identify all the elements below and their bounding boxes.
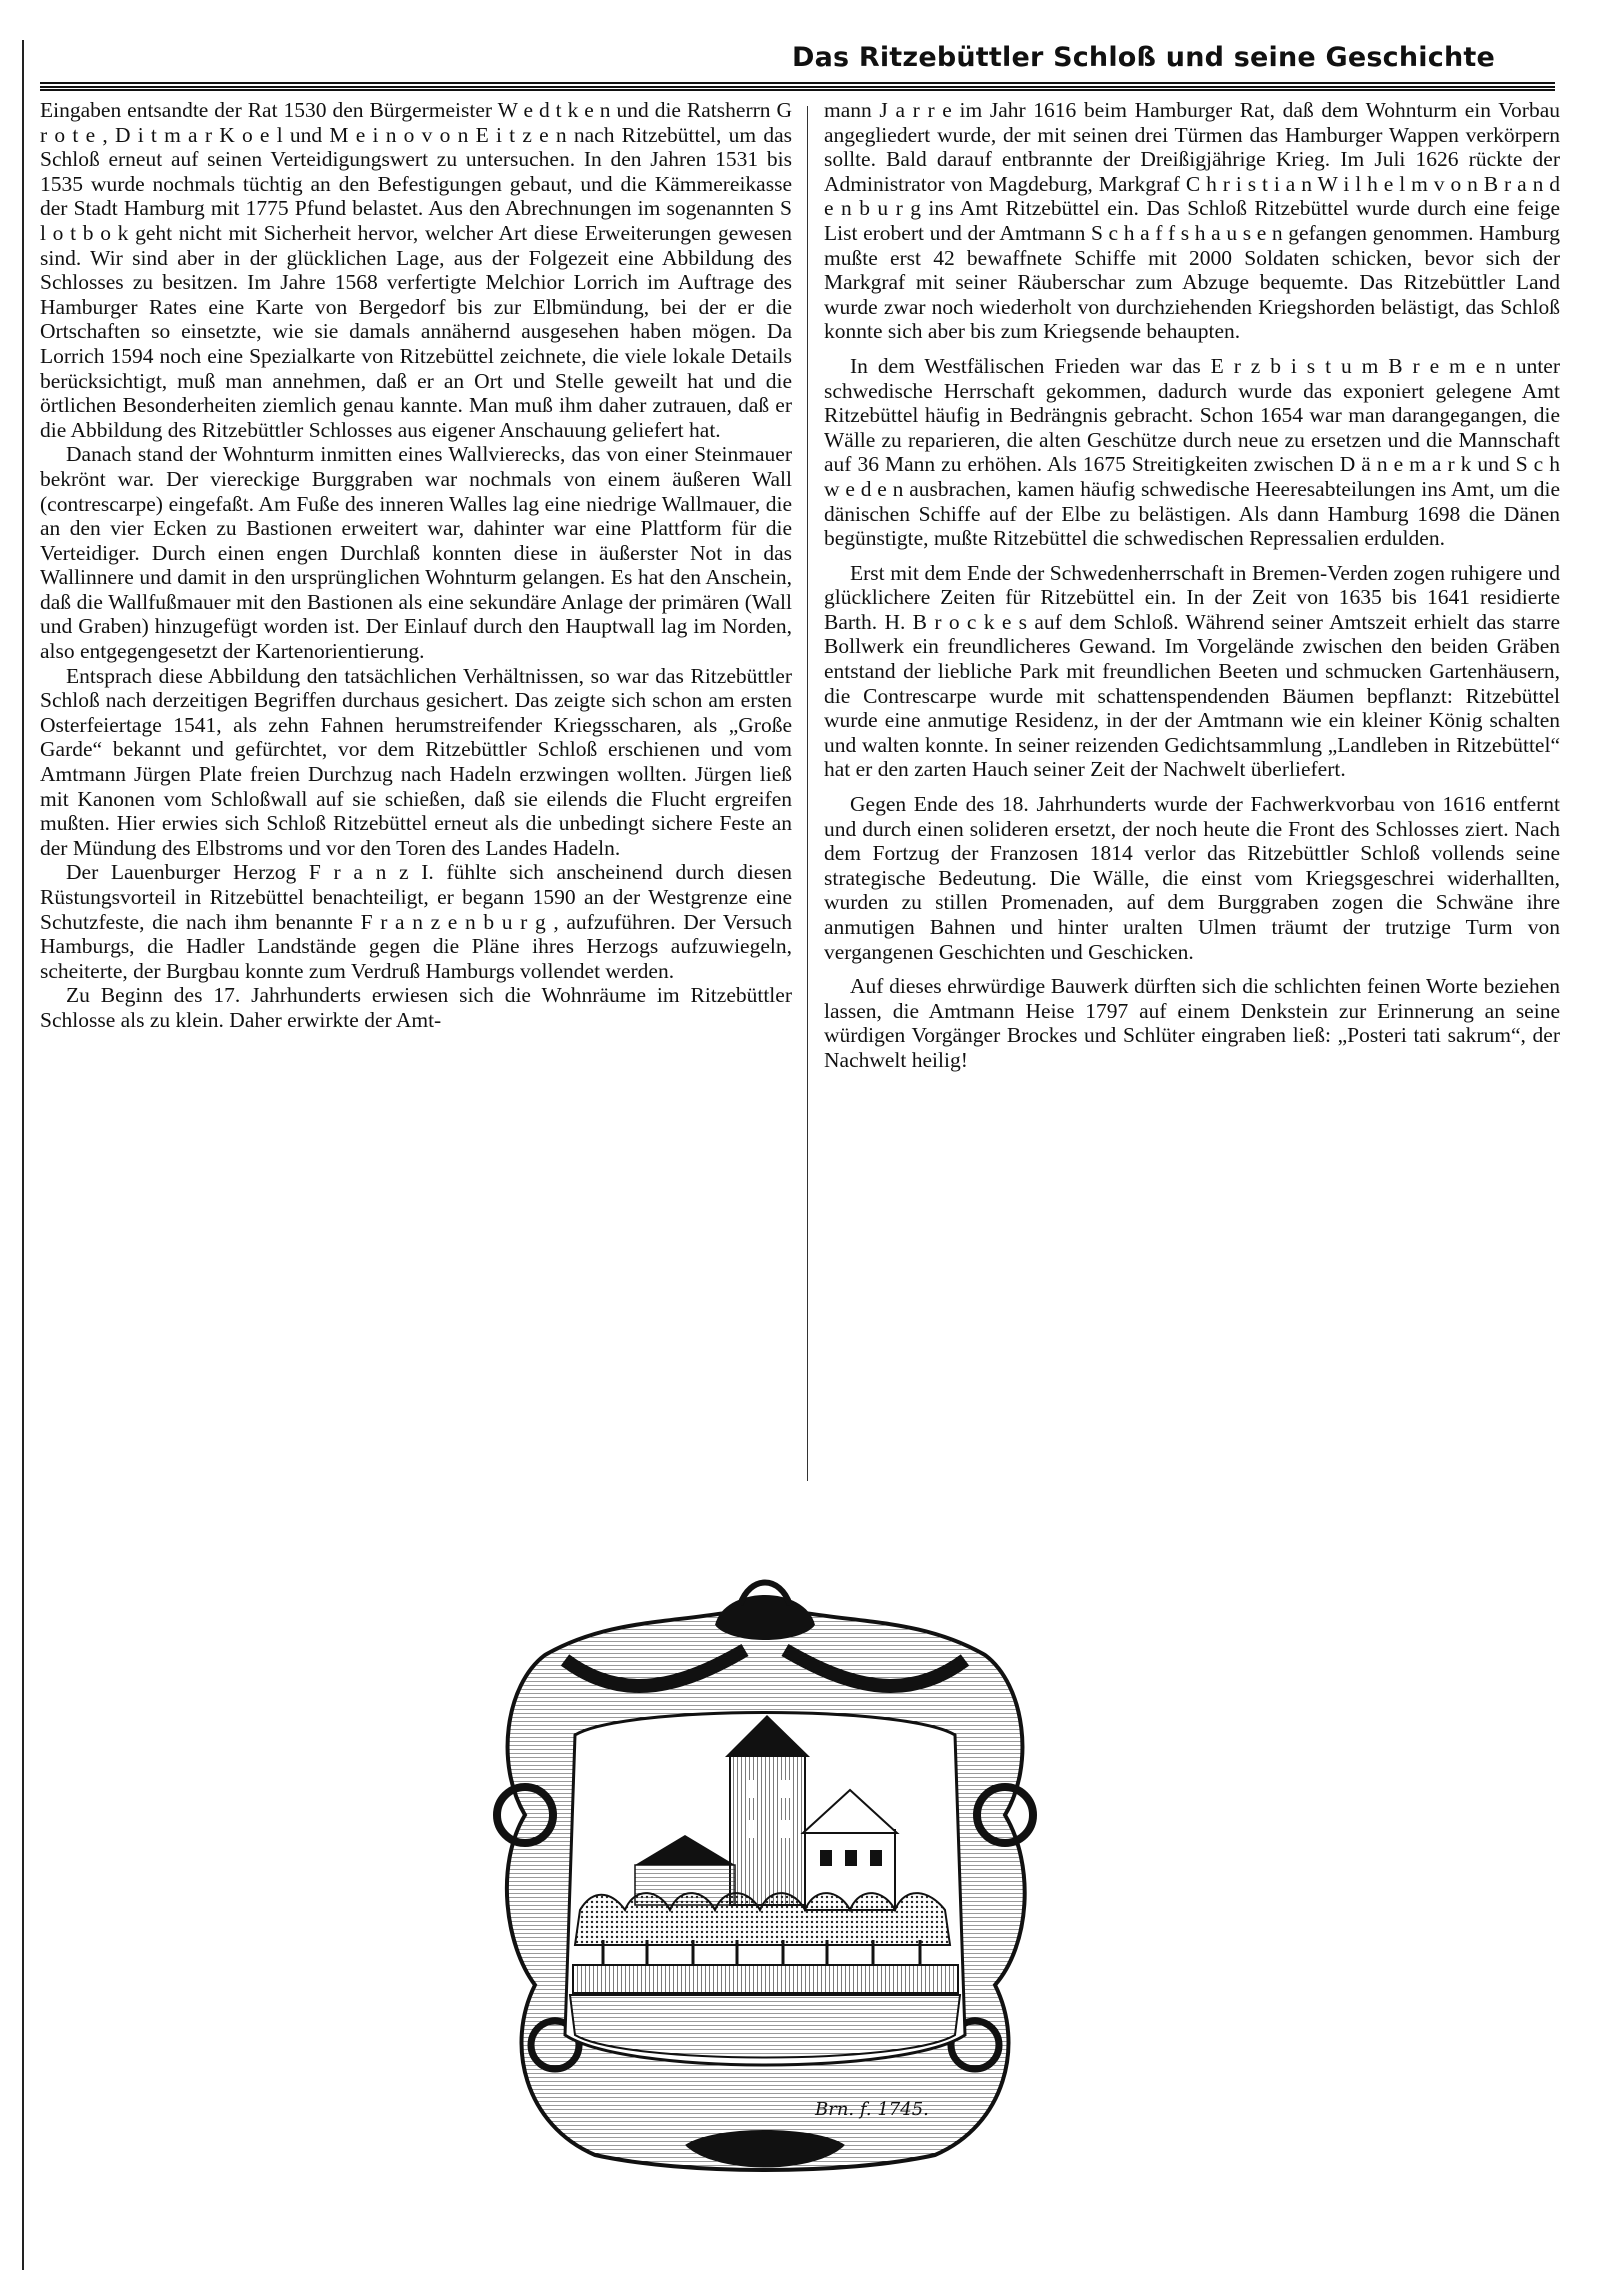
page-header (40, 36, 1555, 86)
artist-signature: Brn. f. 1745. (815, 2099, 929, 2120)
paragraph: Der Lauenburger Herzog F r a n z I. fühlte sich anscheinend durch diesen Rüstungsvorteil in Ritzebüttel benachteiligt, er begann 1590 an der Westgrenze eine Schutzfeste, die nach ihm benannte F r a n z e n b u r g , aufzuführen. Der Versuch Hamburgs, die Hadler Landstände gegen die Pläne ihres Herzogs aufzuwiegeln, scheiterte, der Burgbau konnte zum Verdruß Hamburgs vollendet werden. (40, 860, 792, 983)
paragraph: Entsprach diese Abbildung den tatsächlichen Verhältnissen, so war das Ritzebüttler Schloß nach derzeitigen Begriffen durchaus gesichert. Das zeigte sich schon am ersten Osterfeiertage 1541, als zehn Fahnen herumstreifender Kriegsscharen, als „Große Garde“ bekannt und gefürchtet, vor dem Ritzebüttler Schloß erschienen und vom Amtmann Jürgen Plate freien Durchzug nach Hadeln erzwingen wollten. Jürgen ließ mit Kanonen vom Schloßwall auf sie schießen, daß sie eilends die Flucht ergreifen mußten. Hier erwies sich Schloß Ritzebüttel erneut als die unbedingt sichere Feste an der Mündung des Elbstroms und vor den Toren des Landes Hadeln. (40, 663, 792, 860)
paragraph: In dem Westfälischen Frieden war das E r z b i s t u m B r e m e n unter schwedische Herrschaft gekommen, dadurch wurde das exponiert gelegene Amt Ritzebüttel häufig in Bedrängnis gebracht. Schon 1654 war man darangegangen, die Wälle zu reparieren, die alten Geschütze durch neue zu ersetzen und die Mannschaft auf 36 Mann zu erhöhen. Als 1675 Streitigkeiten zwischen D ä n e m a r k und S c h w e d e n ausbrachen, kamen häufig schwedische Heeresabteilungen ins Amt, um die dänischen Schiffe auf der Elbe zu belästigen. Als dann Hamburg 1698 die Dänen begünstigte, mußte Ritzebüttel die schwedischen Repressalien erdulden. (824, 353, 1560, 551)
paragraph: Zu Beginn des 17. Jahrhunderts erwiesen sich die Wohnräume im Ritzebüttler Schlosse als zu klein. Daher erwirkte der Amt- (40, 983, 792, 1032)
paragraph: mann J a r r e im Jahr 1616 beim Hamburger Rat, daß dem Wohnturm ein Vorbau angegliedert wurde, der mit seinen drei Türmen das Hamburger Wappen verkörpern sollte. Bald darauf entbrannte der Dreißigjährige Krieg. Im Juli 1626 rückte der Administrator von Magdeburg, Markgraf C h r i s t i a n W i l h e l m v o n B r a n d e n b u r g ins Amt Ritzebüttel ein. Das Schloß Ritzebüttel wurde durch eine feige List erobert und der Amtmann S c h a f f s h a u s e n gefangen genommen. Hamburg mußte erst 42 bewaffnete Schiffe mit 2000 Soldaten schicken, bevor sich der Markgraf mit seiner Räuberschar zum Abzuge bequemte. Das Ritzebüttler Land wurde zwar noch wiederholt von durchziehenden Kriegshorden belästigt, das Schloß konnte sich aber bis zum Kriegsende behaupten. (824, 98, 1560, 344)
paragraph: Auf dieses ehrwürdige Bauwerk dürften sich die schlichten feinen Worte beziehen lassen, die Amtmann Heise 1797 auf einem Denkstein zur Erinnerung an seine würdigen Vorgänger Brockes und Schlüter eingraben ließ: „Posteri tati sakrum“, der Nachwelt heilig! (824, 974, 1560, 1072)
column-divider (807, 106, 808, 1481)
paragraph: Eingaben entsandte der Rat 1530 den Bürgermeister W e d t k e n und die Ratsherrn G r o t e , D i t m a r K o e l und M e i n o v o n E i t z e n nach Ritzebüttel, um das Schloß erneut auf seinen Verteidigungswert zu untersuchen. In den Jahren 1531 bis 1535 wurde nochmals tüchtig an den Befestigungen gebaut, und die Kämmereikasse der Stadt Hamburg mit 1775 Pfund belastet. Aus den Abrechnungen im sogenannten S l o t b o k geht nicht mit Sicherheit hervor, welcher Art diese Erweiterungen gewesen sind. Wir sind aber in der glücklichen Lage, aus der Folgezeit eine Abbildung des Schlosses zu besitzen. Im Jahre 1568 verfertigte Melchior Lorrich im Auftrage des Hamburger Rates eine Karte von Bergedorf bis zur Elbmündung, bei der er die Ortschaften so einsetzte, wie sie damals annähernd ausgesehen haben mögen. Da Lorrich 1594 noch eine Spezialkarte von Ritzebüttel zeichnete, die viele lokale Details berücksichtigt, muß man annehmen, daß er an Ort und Stelle geweilt hat und die örtlichen Besonderheiten ziemlich genau kannte. Man muß ihm daher zutrauen, daß er die Abbildung des Ritzebüttler Schlosses aus eigener Anschauung geliefert hat. (40, 98, 792, 442)
header-rule (40, 86, 1555, 88)
landscape-scene (565, 1713, 965, 2066)
paragraph: Erst mit dem Ende der Schwedenherrschaft in Bremen-Verden zogen ruhigere und glücklichere Zeiten für Ritzebüttel ein. In der Zeit von 1635 bis 1641 residierte Barth. H. B r o c k e s auf dem Schloß. Während seiner Amtszeit erhielt das starre Bollwerk ein freundlicheres Gewand. Im Vorgelände zwischen den beiden Gräben entstand der liebliche Park mit freundlichen Beeten und schmucken Gartenhäusern, die Contrescarpe wurde mit schattenspendenden Bäumen bepflanzt: Ritzebüttel wurde eine anmutige Residenz, in der der Amtmann wie ein kleiner König schalten und walten konnte. In seiner reizenden Gedichtsammlung „Landleben in Ritzebüttel“ hat er den zarten Hauch seiner Zeit der Nachwelt überliefert. (824, 560, 1560, 782)
paragraph: Gegen Ende des 18. Jahrhunderts wurde der Fachwerkvorbau von 1616 entfernt und durch einen solideren ersetzt, der noch heute die Front des Schlosses ziert. Nach dem Fortzug der Franzosen 1814 verlor das Ritzebüttler Schloß vollends seine strategische Bedeutung. Die Wälle, die einst vom Kriegsgeschrei widerhallten, wurden zu stillen Promenaden, auf dem Burggraben zogen die Schwäne ihre anmutigen Bahnen und hinter uralten Ulmen träumt der trutzige Turm von vergangenen Geschichten und Geschicken. (824, 792, 1560, 964)
left-column (40, 98, 792, 1033)
article-body (40, 98, 1560, 1518)
margin-line (22, 40, 24, 2270)
right-column (824, 98, 1560, 1073)
page-title: Das Ritzebüttler Schloß und seine Geschichte (782, 42, 1495, 73)
castle-engraving (485, 1565, 1045, 2185)
paragraph: Danach stand der Wohnturm inmitten eines Wallvierecks, das von einer Steinmauer bekrönt war. Der viereckige Burggraben war nochmals von einem äußeren Wall (contrescarpe) eingefaßt. Am Fuße des inneren Walles lag eine niedrige Wallmauer, die an den vier Ecken zu Bastionen erweitert war, dahinter war eine Plattform für die Verteidiger. Durch einen engen Durchlaß konnten diese in äußerster Not in das Wallinnere und damit in den ursprünglichen Wohnturm gelangen. Es hat den Anschein, daß die Wallfußmauer mit den Bastionen als eine sekundäre Anlage der primären (Wall und Graben) hinzugefügt worden ist. Der Einlauf durch den Hauptwall lag im Norden, also entgegengesetzt der Kartenorientierung. (40, 442, 792, 664)
header-rule (40, 82, 1555, 84)
header-rule (40, 89, 1555, 91)
